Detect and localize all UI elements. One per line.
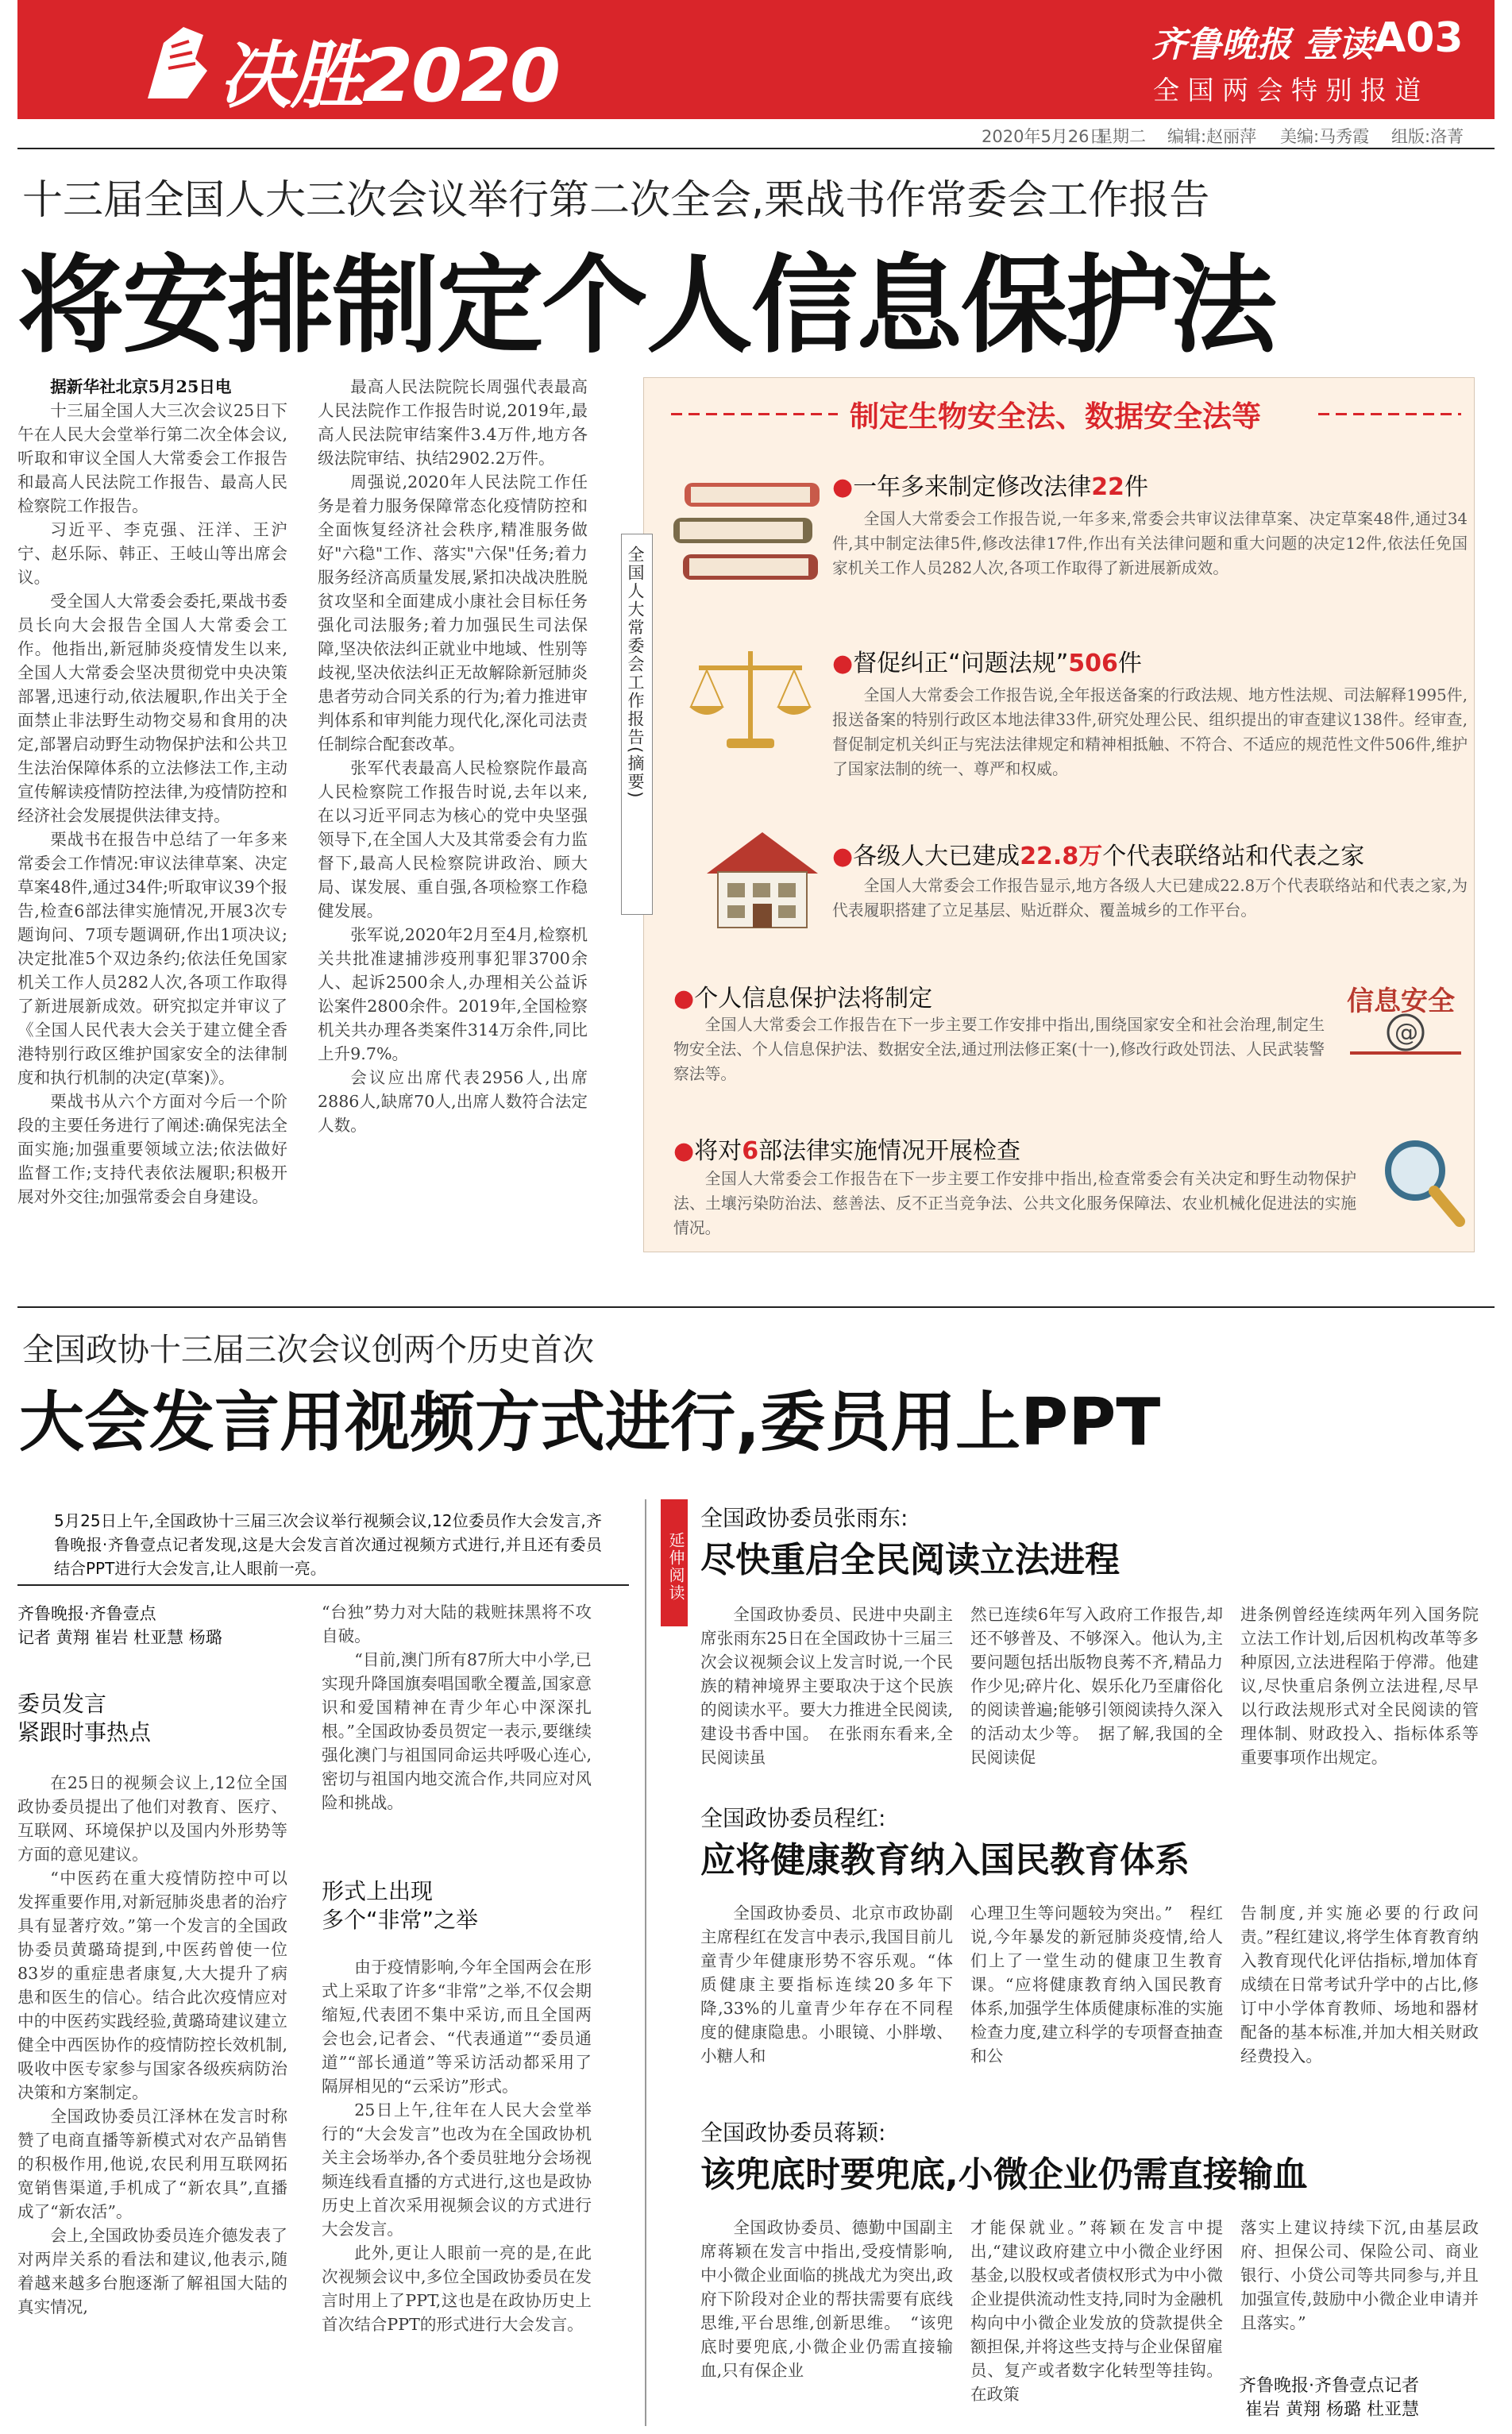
story1-column-1	[17, 375, 287, 1252]
story1-paragraph: 栗战书在报告中总结了一年多来常委会工作情况:审议法律草案、决定草案48件,通过34件;听取审议39个报告,检查6部法律实施情况,开展3次专题询问、7项专题调研,作出1项决议;决定批准5个双边条约;依法任免国家机关工作人员282人次,各项工作取得了新进展新成效。研究拟定并审议了《全国人民代表大会关于建立健全香港特别行政区维护国家安全的法律制度和执行机制的决定(草案)》。	[17, 830, 287, 1087]
story2-column-2	[322, 1600, 592, 1862]
block-column: 才能保就业。”蒋颖在发言中提出,“建议政府建立中小微企业纾困基金,以股权或者债权形式为中小微企业提供流动性支持,同时为金融机构向中小微企业发放的贷款提供全额担保,并将这些支持与企业保留雇员、复产或者数字化转型等挂钩。在政策	[970, 2218, 1223, 2404]
story2-paragraph: “目前,澳门所有87所大中小学,已实现升降国旗奏唱国歌全覆盖,国家意识和爱国精神在青少年心中深深扎根。”全国政协委员贺定一表示,要继续强化澳门与祖国同命运共呼吸心连心,密切与祖国内地交流合作,共同应对风险和挑战。	[322, 1650, 592, 1812]
section-divider	[17, 1306, 1495, 1308]
story2-column-3	[322, 1955, 592, 2426]
story1-paragraph: 最高人民法院院长周强代表最高人民法院作工作报告时说,2019年,最高人民法院审结案件3.4万件,地方各级法院审结、执结2902.2万件。	[318, 377, 588, 468]
speaker-label: 全国政协委员程红:	[700, 1805, 886, 1831]
extended-reading-tag: 延伸阅读	[661, 1499, 688, 1626]
story1-paragraph: 栗战书从六个方面对今后一个阶段的主要任务进行了阐述:确保宪法全面实施;加强重要领域立法;依法做好监督工作;支持代表依法履职;积极开展对外交往;加强常委会自身建设。	[17, 1092, 287, 1206]
story2-kicker: 全国政协十三届三次会议创两个历史首次	[22, 1332, 594, 1368]
infobox-item-heading: ●一年多来制定修改法律22件	[832, 473, 1148, 501]
story2-paragraph: 全国政协委员江泽林在发言时称赞了电商直播等新模式对农产品销售的积极作用,他说,农民利用互联网拓宽销售渠道,手机成了“新农具”,直播成了“新农活”。	[17, 2107, 287, 2221]
infobox-item-heading: ●各级人大已建成22.8万个代表联络站和代表之家	[832, 843, 1365, 870]
block-column: 全国政协委员、德勤中国副主席蒋颖在发言中指出,受疫情影响,中小微企业面临的挑战尤为突出,政府下阶段对企业的帮扶需要有底线思维,平台思维,创新思维。 “该兜底时要兜底,小微企业仍需直接输血,只有保企业	[700, 2218, 953, 2380]
story2-paragraph: 在25日的视频会议上,12位全国政协委员提出了他们对教育、医疗、互联网、环境保护以及国内外形势等方面的意见建议。	[17, 1773, 287, 1864]
story2-subhead-1: 委员发言 紧跟时事热点	[17, 1691, 152, 1745]
block-title: 应将健康教育纳入国民教育体系	[700, 1840, 1190, 1880]
story2-paragraph: 25日上午,往年在人民大会堂举行的“大会发言”也改为在全国政协机关主会场举办,各个委员驻地分会场视频连线看直播的方式进行,这也是政协历史上首次采用视频会议的方式进行大会发言。	[322, 2100, 592, 2239]
title-dash-left	[671, 413, 838, 415]
story2-paragraph: 此外,更让人眼前一亮的是,在此次视频会议中,多位全国政协委员在发言时用上了PPT,这也是在政协历史上首次结合PPT的形式进行大会发言。	[322, 2243, 592, 2334]
block-column: 然已连续6年写入政府工作报告,却还不够普及、不够深入。他认为,主要问题包括出版物良莠不齐,精品力作少见;碎片化、娱乐化乃至庸俗化的阅读普遍;能够引领阅读持久深入的活动太少等。 据了解,我国的全民阅读促	[970, 1605, 1223, 1767]
infobox-item-body: 全国人大常委会工作报告在下一步主要工作安排中指出,检查常委会有关决定和野生动物保护法、土壤污染防治法、慈善法、反不正当竞争法、公共文化服务保障法、农业机械化促进法的实施情况。	[673, 1170, 1356, 1237]
block-column: 全国政协委员、北京市政协副主席程红在发言中表示,我国目前儿童青少年健康形势不容乐观。“体质健康主要指标连续20多年下降,33%的儿童青少年存在不同程度的健康隐患。小眼镜、小胖墩、小糖人和	[700, 1904, 953, 2066]
layout-credit: 组版:洛菁	[1391, 127, 1464, 146]
story2-byline-reporters: 记者 黄翔 崔岩 杜亚慧 杨璐	[17, 1628, 222, 1647]
block-column: 落实上建议持续下沉,由基层政府、担保公司、保险公司、商业银行、小贷公司等共同参与,并且加强宣传,鼓励中小微企业申请并且落实。”	[1240, 2218, 1479, 2332]
issue-weekday: 星期二	[1096, 127, 1146, 146]
editor-credit: 编辑:赵丽萍	[1167, 127, 1257, 146]
story1-paragraph: 张军代表最高人民检察院作最高人民检察院工作报告时说,去年以来,在以习近平同志为核心的党中央坚强领导下,在全国人大及其常委会有力监督下,最高人民检察院讲政治、顾大局、谋发展、重自强,各项检察工作稳健发展。	[318, 758, 588, 920]
scales-icon	[683, 642, 818, 757]
block-column: 进条例曾经连续两年列入国务院立法工作计划,后因机构改革等多种原因,立法进程陷于停滞。他建议,尽快重启条例立法进程,尽早以行政法规形式对全民阅读的管理体制、财政投入、指标体系等重要事项作出规定。	[1240, 1605, 1479, 1767]
issue-date: 2020年5月26日	[982, 127, 1106, 146]
block-column: 全国政协委员、民进中央副主席张雨东25日在全国政协十三届三次会议视频会议上发言时说,一个民族的精神境界主要取决于这个民族的阅读水平。要大力推进全民阅读,建设书香中国。 在张雨东看来,全民阅读虽	[700, 1605, 953, 1767]
page-number: A03	[1374, 14, 1464, 62]
block-title: 尽快重启全民阅读立法进程	[700, 1540, 1120, 1580]
story1-dateline: 据新华社北京5月25日电	[50, 377, 232, 396]
story1-paragraph: 受全国人大常委会委托,栗战书委员长向大会报告全国人大常委会工作。他指出,新冠肺炎疫情发生以来,全国人大常委会坚决贯彻党中央决策部署,迅速行动,依法履职,作出关于全面禁止非法野生动物交易和食用的决定,部署启动野生动物保护法和公共卫生法治保障体系的立法修法工作,主动宣传解读疫情防控法律,为疫情防控和经济社会发展提供法律支持。	[17, 592, 287, 825]
story2-lead: 5月25日上午,全国政协十三届三次会议举行视频会议,12位委员作大会发言,齐鲁晚报·齐鲁壹点记者发现,这是大会发言首次通过视频方式进行,并且还有委员结合PPT进行大会发言,让人眼前一亮。	[54, 1511, 602, 1578]
story1-column-2	[318, 375, 588, 1252]
infobox-item-body: 全国人大常委会工作报告显示,地方各级人大已建成22.8万个代表联络站和代表之家,为代表履职搭建了立足基层、贴近群众、覆盖城乡的工作平台。	[832, 877, 1468, 920]
infobox-item-heading: ●个人信息保护法将制定	[673, 985, 933, 1013]
masthead-title: 决胜2020	[219, 33, 560, 118]
svg-text:@: @	[1394, 1019, 1418, 1047]
story2-byline-org: 齐鲁晚报·齐鲁壹点	[17, 1604, 156, 1623]
special-report-label: 全 国 两 会 特 别 报 道	[1153, 75, 1421, 106]
story1-paragraph: 习近平、李克强、汪洋、王沪宁、赵乐际、韩正、王岐山等出席会议。	[17, 520, 287, 587]
story1-kicker: 十三届全国人大三次会议举行第二次全会,栗战书作常委会工作报告	[22, 177, 1210, 224]
story1-paragraph: 周强说,2020年人民法院工作任务是着力服务保障常态化疫情防控和全面恢复经济社会秩序,精准服务做好"六稳"工作、落实"六保"任务;着力服务经济高质量发展,紧扣决战决胜脱贫攻坚和全面建成小康社会目标任务强化司法服务;着力加强民生司法保障,坚决依法纠正就业中地域、性别等歧视,坚决依法纠正无故解除新冠肺炎患者劳动合同关系的行为;着力推进审判体系和审判能力现代化,深化司法责任制综合配套改革。	[318, 473, 588, 754]
story1-paragraph: 张军说,2020年2月至4月,检察机关共批准逮捕涉疫刑事犯罪3700余人、起诉2500余人,办理相关公益诉讼案件2800余件。2019年,全国检察机关共办理各类案件314万余件,同比上升9.7%。	[318, 925, 588, 1063]
story2-column-1	[17, 1771, 287, 2426]
infobox-item-heading: ●督促纠正“问题法规”506件	[832, 650, 1142, 677]
block-column: 告制度,并实施必要的行政问责。”程红建议,将学生体育教育纳入教育现代化评估指标,增加体育成绩在日常考试升学中的占比,修订中小学体育教师、场地和器材配备的基本标准,并加大相关财政经费投入。	[1240, 1904, 1479, 2066]
side-label: 全国人大常委会工作报告(摘要)	[621, 534, 653, 915]
story1-headline: 将安排制定个人信息保护法	[17, 244, 1276, 368]
house-icon	[699, 826, 826, 933]
story2-paragraph: 会上,全国政协委员连介德发表了对两岸关系的看法和建议,他表示,随着越来越多台胞逐渐了解祖国大陆的真实情况,	[17, 2226, 287, 2316]
fist-logo-icon	[140, 11, 211, 106]
art-editor-credit: 美编:马秀霞	[1280, 127, 1370, 146]
infobox-title: 制定生物安全法、数据安全法等	[850, 399, 1261, 434]
info-security-icon	[1342, 978, 1469, 1062]
paper-name: 齐鲁晚报 壹读	[1151, 25, 1374, 65]
lead-divider	[17, 1584, 629, 1586]
infobox-item-body: 全国人大常委会工作报告说,一年多来,常委会共审议法律草案、决定草案48件,通过34件,其中制定法律5件,修改法律17件,作出有关法律问题和重大问题的决定12件,依法任免国家机关工作人员282人次,各项工作取得了新进展新成效。	[832, 510, 1468, 577]
story2-subhead-2: 形式上出现 多个“非常”之举	[322, 1878, 479, 1933]
story2-paragraph: “台独”势力对大陆的栽赃抹黑将不攻自破。	[322, 1603, 592, 1645]
header-divider	[17, 148, 1495, 149]
speaker-label: 全国政协委员蒋颖:	[700, 2120, 886, 2146]
magnifier-icon	[1380, 1136, 1468, 1231]
story2-paragraph: “中医药在重大疫情防控中可以发挥重要作用,对新冠肺炎患者的治疗具有显著疗效。”第一个发言的全国政协委员黄璐琦提到,中医药曾使一位83岁的重症患者康复,大大提升了病患和医生的信心。结合此次疫情应对中的中医药实践经验,黄璐琦建议建立健全中西医协作的疫情防控长效机制,吸收中医专家参与国家各级疾病防治决策和方案制定。	[17, 1869, 287, 2102]
story2-paragraph: 由于疫情影响,今年全国两会在形式上采取了许多“非常”之举,不仅会期缩短,代表团不集中采访,而且全国两会也会,记者会、“代表通道”“委员通道”“部长通道”等采访活动都采用了隔屏相见的“云采访”形式。	[322, 1958, 592, 2096]
speaker-label: 全国政协委员张雨东:	[700, 1505, 908, 1531]
svg-text:信息安全: 信息安全	[1347, 986, 1455, 1017]
column-divider	[645, 1499, 646, 2426]
infobox-item-body: 全国人大常委会工作报告在下一步主要工作安排中指出,围绕国家安全和社会治理,制定生物安全法、个人信息保护法、数据安全法,通过刑法修正案(十一),修改行政处罚法、人民武装警察法等。	[673, 1016, 1325, 1083]
title-dash-right	[1318, 413, 1461, 415]
story1-paragraph: 会议应出席代表2956人,出席2886人,缺席70人,出席人数符合法定人数。	[318, 1068, 588, 1135]
story2-headline: 大会发言用视频方式进行,委员用上PPT	[19, 1385, 1161, 1460]
block-column: 心理卫生等问题较为突出。” 程红说,今年暴发的新冠肺炎疫情,给人们上了一堂生动的健康卫生教育课。“应将健康教育纳入国民教育体系,加强学生体质健康标准的实施检查力度,建立科学的专项督查抽查和公	[970, 1904, 1223, 2066]
infobox-item-heading: ●将对6部法律实施情况开展检查	[673, 1137, 1021, 1165]
block-title: 该兜底时要兜底,小微企业仍需直接输血	[700, 2154, 1308, 2195]
story1-paragraph: 十三届全国人大三次会议25日下午在人民大会堂举行第二次全体会议,听取和审议全国人大常委会工作报告和最高人民法院工作报告、最高人民检察院工作报告。	[17, 401, 287, 515]
story2-signoff: 齐鲁晚报·齐鲁壹点记者 崔岩 黄翔 杨璐 杜亚慧	[1239, 2376, 1419, 2420]
infobox-item-body: 全国人大常委会工作报告说,全年报送备案的行政法规、地方性法规、司法解释1995件,报送备案的特别行政区本地法律33件,研究处理公民、组织提出的审查建议138件。经审查,督促制定机关纠正与宪法法律规定和精神相抵触、不符合、不适应的规范性文件506件,维护了国家法制的统一、尊严和权威。	[832, 686, 1468, 778]
books-icon	[669, 476, 824, 588]
